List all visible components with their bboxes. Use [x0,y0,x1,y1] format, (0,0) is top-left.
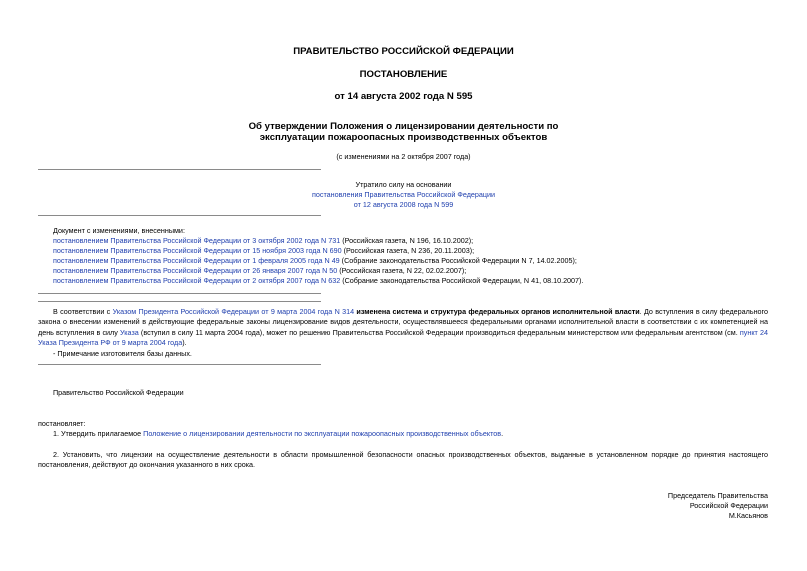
note-text: ). [182,338,187,348]
note-bold-text: изменена система и структура федеральных органов исполнительной власти [356,307,640,316]
database-note [38,307,768,349]
paragraph-text: . [501,429,504,438]
divider [38,293,321,294]
amendment-source: (Российская газета, N 196, 16.10.2002); [340,236,474,245]
amendment-source: (Российская газета, N 22, 02.02.2007); [337,266,467,275]
divider [38,215,321,216]
changes-note: (с изменениями на 2 октября 2007 года) [336,152,471,161]
regulation-link[interactable]: Положение о лицензировании деятельности по эксплуатации пожароопасных производственных объектов [143,429,502,438]
amendment-link[interactable]: постановлением Правительства Российской Федерации от 26 января 2007 года N 50 [53,266,338,275]
void-decree-date-link[interactable]: от 12 августа 2008 года N 599 [353,200,454,209]
amendment-link[interactable]: постановлением Правительства Российской Федерации от 2 октября 2007 года N 632 [53,276,341,285]
doc-type-heading: ПОСТАНОВЛЕНИЕ [359,69,448,80]
amendment-source: (Собрание законодательства Российской Федерации N 7, 14.02.2005); [339,256,577,265]
amendment-link[interactable]: постановлением Правительства Российской Федерации от 15 ноября 2003 года N 690 [53,246,342,255]
note-text: (вступил в силу 11 марта 2004 года), может по решению Правительства Российской Федерации производиться федеральным министерством или федеральным агентством (см. [138,327,740,337]
government-text: Правительство Российской Федерации [53,388,184,397]
decrees-text: постановляет: [38,419,86,428]
amendment-link[interactable]: постановлением Правительства Российской Федерации от 1 февраля 2005 года N 49 [53,256,340,265]
database-note-footnote: - Примечание изготовителя базы данных. [53,349,192,358]
amendment-source: (Собрание законодательства Российской Федерации, N 41, 08.10.2007). [340,276,584,285]
void-notice-text: Утратило силу на основании [355,180,452,189]
date-number-heading: от 14 августа 2002 года N 595 [334,91,473,102]
amendment-item [53,276,773,286]
amendment-item [53,266,773,276]
note-text: . До вступления в силу федерального закона о внесении изменений в действующие федеральные законы лицензирование видов деятельности, осуществлявшееся федеральными органами исполнительной власти в соответствии с их компетенцией на день вступления в силу [38,307,768,337]
amendment-link[interactable]: постановлением Правительства Российской Федерации от 3 октября 2002 года N 731 [53,236,341,245]
signature-title: Председатель Правительства [667,491,768,500]
amendment-item [53,246,773,256]
paragraph-1 [53,429,503,439]
signature-name: М.Касьянов [728,511,768,520]
document-title-line-2: эксплуатации пожароопасных производственных объектов [259,132,548,143]
void-notice [250,180,557,210]
decree-paragraph-link[interactable]: пункт 24 Указа Президента РФ от 9 марта 2004 года [38,327,768,348]
presidential-decree-link[interactable]: Указом Президента Российской Федерации от 9 марта 2004 года N 314 [112,307,355,316]
document-title-line-1: Об утверждении Положения о лицензировании деятельности по [248,121,559,132]
note-text: В соответствии с [53,307,113,316]
decree-link[interactable]: Указа [120,327,139,337]
amendments-block [53,226,773,286]
paragraph-text: 1. Утвердить прилагаемое [53,429,144,438]
divider [38,364,321,365]
amendment-source: (Российская газета, N 236, 20.11.2003); [341,246,475,255]
divider [38,169,321,170]
amendments-heading: Документ с изменениями, внесенными: [53,226,185,235]
divider [38,301,321,302]
amendment-item [53,256,773,266]
signature-org: Российской Федерации [689,501,768,510]
amendment-item [53,236,773,246]
paragraph-2: 2. Установить, что лицензии на осуществление деятельности в области промышленной безопасности опасных производственных объектов, выданные в установленном порядке до принятия настоящего постановления, действуют до окончания указанного в них срока. [38,450,768,470]
signature-block [668,491,768,521]
org-heading: ПРАВИТЕЛЬСТВО РОССИЙСКОЙ ФЕДЕРАЦИИ [293,46,514,57]
void-decree-link[interactable]: постановления Правительства Российской Федерации [311,190,496,199]
